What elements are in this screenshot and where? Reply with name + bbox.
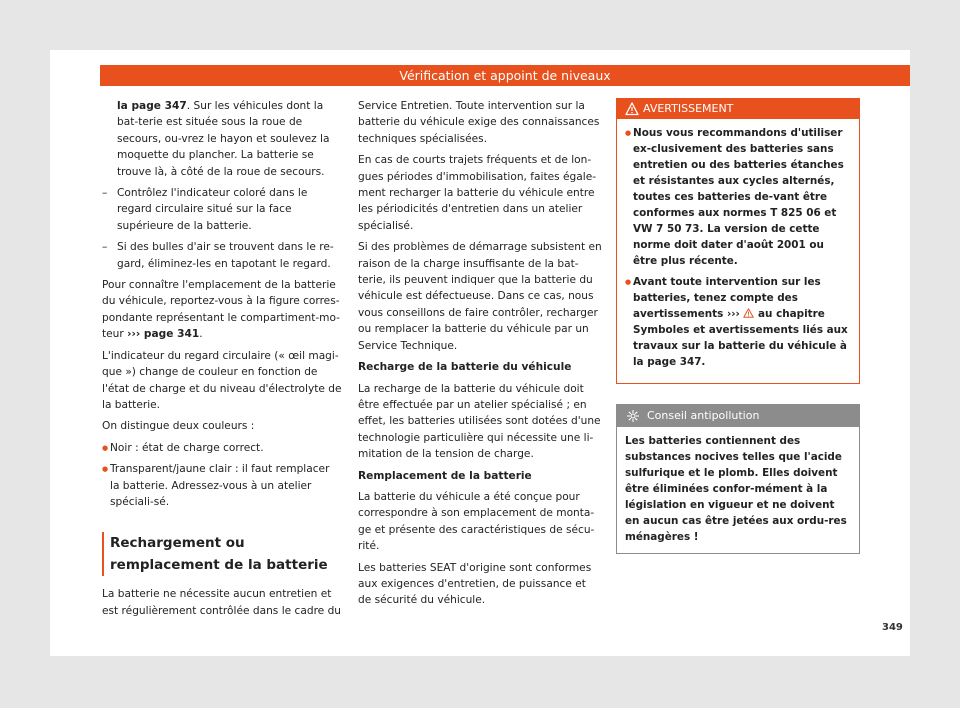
paragraph-continued: la page 347. Sur les véhicules dont la bat-terie est située sous la roue de secours, ou-vrez le hayon et soulevez la moquette du plancher. La batterie se trouve là, à côté de la roue de secours.: [117, 100, 330, 178]
warning-triangle-icon: [625, 102, 639, 116]
eco-tip-body: Les batteries contiennent des substances nocives telles que l'acide sulfurique et le plomb. Elles doivent être éliminées confor-mément à la législation en vigueur et ne doivent en aucun cas être jetées aux ordu-res ménagères !: [625, 435, 847, 543]
page-reference[interactable]: la page 347: [117, 100, 187, 112]
warning-title: AVERTISSEMENT: [643, 102, 734, 115]
warning-item: ● Nous vous recommandons d'utiliser ex-clusivement des batteries sans entretien ou des batteries étanches et résistantes aux cycles alternés, toutes ces batteries de-vant être conformes aux normes T 825 06 et VW 7 50 73. La version de cette norme doit dater d'août 2001 ou être plus récente.: [625, 125, 851, 269]
paragraph: La batterie ne nécessite aucun entretien et est régulièrement contrôlée dans le cadre du: [102, 588, 342, 617]
leaf-icon: [626, 409, 640, 423]
paragraph: Pour connaître l'emplacement de la batterie du véhicule, reportez-vous à la figure corres-pondante représentant le compartiment-mo-teur ››› page 341.: [102, 279, 340, 341]
dash-item: – Contrôlez l'indicateur coloré dans le regard circulaire situé sur la face supérieure de la batterie.: [102, 185, 342, 234]
paragraph: L'indicateur du regard circulaire (« œil magi-que ») change de couleur en fonction de l'état de charge et du niveau d'électrolyte de la batterie.: [102, 349, 342, 411]
paragraph: En cas de courts trajets fréquents et de lon-gues périodes d'immobilisation, faites égale-ment recharger la batterie du véhicule entre les périodicités d'entretien dans un atelier spécialisé.: [358, 154, 597, 232]
section-title: Rechargement ou remplacement de la batterie: [102, 532, 342, 576]
page-reference[interactable]: ››› page 341: [127, 328, 200, 341]
page-header-title: Vérification et appoint de niveaux: [100, 65, 910, 86]
eco-tip-title: Conseil antipollution: [647, 409, 760, 422]
warning-body: [617, 119, 859, 383]
paragraph: On distingue deux couleurs :: [102, 420, 255, 433]
paragraph: La recharge de la batterie du véhicule doit être effectuée par un atelier spécialisé ; en effet, les batteries utilisées sont dotées d'une technologie particulière qui nécessite une li-mitation de la tension de charge.: [358, 382, 601, 461]
bullet-item: ● Transparent/jaune clair : il faut remplacer la batterie. Adressez-vous à un atelier spéciali-sé.: [102, 461, 342, 510]
warning-header: [617, 99, 859, 119]
subheading: Remplacement de la batterie: [358, 469, 532, 482]
warning-item: ● Avant toute intervention sur les batteries, tenez compte des avertissements ››› au chapitre Symboles et avertissements liés aux travaux sur la batterie du véhicule à la page 347.: [625, 274, 851, 370]
eco-tip-box: [616, 404, 860, 554]
page: [50, 50, 910, 656]
warning-triangle-icon: [743, 308, 754, 318]
paragraph: Les batteries SEAT d'origine sont conformes aux exigences d'entretien, de puissance et de sécurité du véhicule.: [358, 561, 592, 607]
subheading: Recharge de la batterie du véhicule: [358, 361, 572, 374]
column-3: [616, 98, 860, 554]
column-1: [102, 98, 342, 624]
page-number: 349: [882, 622, 903, 633]
dash-item: – Si des bulles d'air se trouvent dans le re-gard, éliminez-les en tapotant le regard.: [102, 239, 342, 272]
paragraph: Service Entretien. Toute intervention sur la batterie du véhicule exige des connaissances techniques spécialisées.: [358, 100, 600, 145]
warning-box: [616, 98, 860, 384]
eco-tip-header: [617, 405, 859, 427]
paragraph: Si des problèmes de démarrage subsistent en raison de la charge insuffisante de la bat-terie, ils peuvent indiquer que la batterie du véhicule est défectueuse. Dans ce cas, nous vous conseillons de faire contrôler, recharger ou remplacer la batterie du véhicule par un Service Technique.: [358, 241, 602, 352]
bullet-item: ● Noir : état de charge correct.: [102, 440, 342, 456]
column-2: [358, 98, 602, 614]
paragraph: La batterie du véhicule a été conçue pour correspondre à son emplacement de monta-ge et présente des caractéristiques de sécu-rité.: [358, 490, 595, 553]
